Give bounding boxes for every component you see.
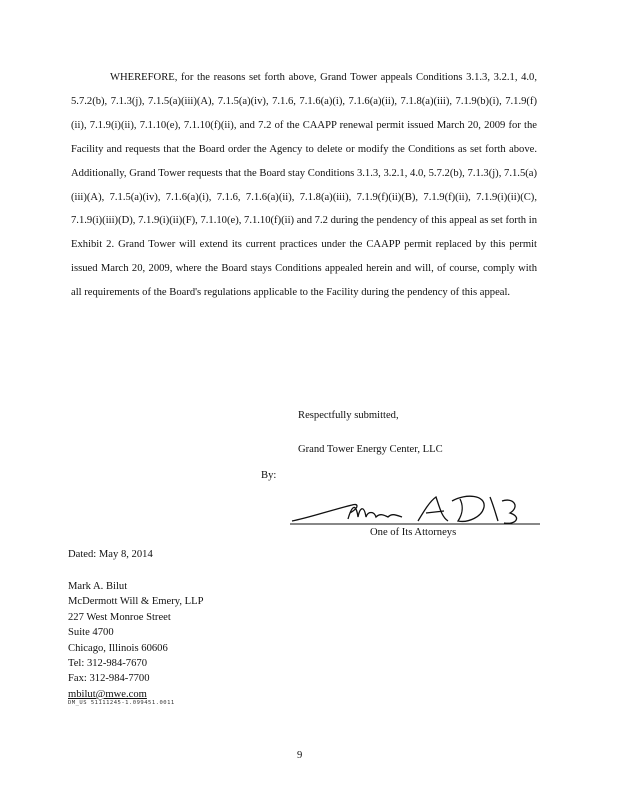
closing-spacer [298, 423, 443, 443]
contact-tel: Tel: 312-984-7670 [68, 658, 147, 670]
signature-stroke-4 [452, 496, 517, 523]
contact-email-link[interactable]: mbilut@mwe.com [68, 688, 147, 700]
signature-caption: One of Its Attorneys [370, 527, 457, 538]
wherefore-paragraph: WHEREFORE, for the reasons set forth above, Grand Tower appeals Conditions 3.1.3, 3.2.1, 4.0, 5.7.2(b), 7.1.3(j), 7.1.5(a)(iii)(A), 7.1.5(a)(iv), 7.1.6, 7.1.6(a)(i), 7.1.6(a)(ii), 7.1.8(a)(iii), 7.1.9(b)(i), 7.1.9(f)(ii), 7.1.9(i)(ii), 7.1.10(e), 7.1.10(f)(ii), and 7.2 of the CAAPP renewal permit issued March 20, 2009 for the Facility and requests that the Board order the Agency to delete or modify the Conditions as set forth above. Additionally, Grand Tower requests that the Board stay Conditions 3.1.3, 3.2.1, 4.0, 5.7.2(b), 7.1.3(j), 7.1.5(a)(iii)(A), 7.1.5(a)(iv), 7.1.6(a)(i), 7.1.6, 7.1.6(a)(ii), 7.1.8(a)(iii), 7.1.9(f)(ii)(B), 7.1.9(f)(ii), 7.1.9(i)(ii)(C), 7.1.9(i)(iii)(D), 7.1.9(i)(ii)(F), 7.1.10(e), 7.1.10(f)(ii) and 7.2 during the pendency of this appeal as set forth in Exhibit 2. Grand Tower will extend its current practices under the CAAPP permit replaced by this permit issued March 20, 2009, where the Board stays Conditions appealed herein and will, of course, comply with all requirements of the Board's regulations applicable to the Facility during the pendency of this appeal. [71, 72, 537, 299]
contact-street: 227 West Monroe Street [68, 611, 171, 623]
dated-line: Dated: May 8, 2014 [68, 549, 153, 560]
contact-name: Mark A. Bilut [68, 581, 128, 592]
page-number: 9 [297, 750, 303, 761]
contact-suite: Suite 4700 [68, 627, 114, 639]
signature-stroke-1 [292, 504, 357, 521]
closing-company: Grand Tower Energy Center, LLC [298, 444, 443, 455]
signature-stroke-3 [418, 497, 448, 521]
signature-stroke-2 [348, 507, 402, 519]
contact-firm: McDermott Will & Emery, LLP [68, 596, 204, 608]
by-label: By: [261, 470, 277, 481]
contact-block [68, 579, 204, 702]
closing-salutation: Respectfully submitted, [298, 410, 399, 421]
closing-block [298, 409, 443, 457]
contact-city: Chicago, Illinois 60606 [68, 642, 168, 654]
document-id: DM_US 51111245-1.099451.0011 [68, 700, 175, 706]
contact-fax: Fax: 312-984-7700 [68, 673, 150, 685]
